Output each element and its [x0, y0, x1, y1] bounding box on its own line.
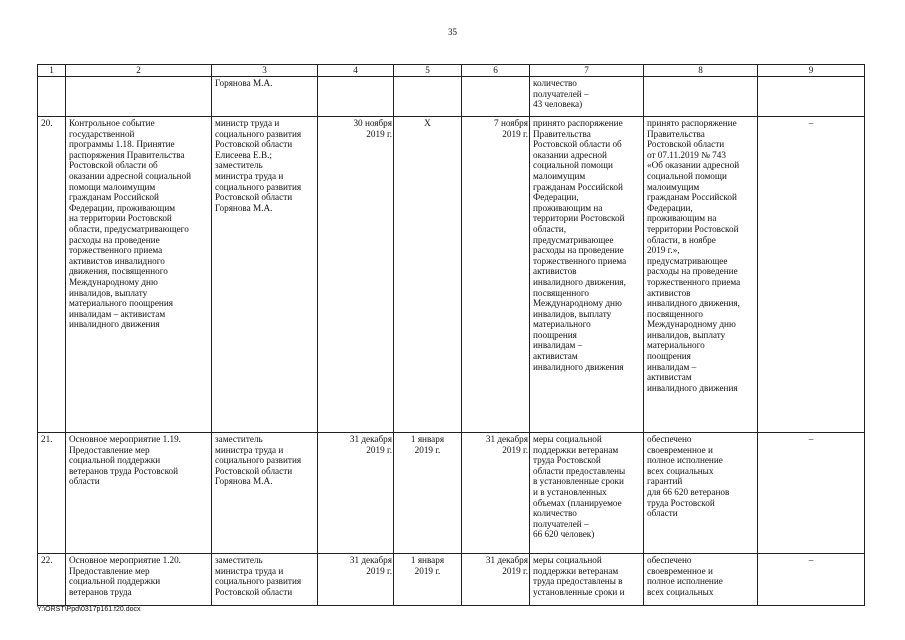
table-row [38, 77, 865, 117]
planned-date: 31 декабря 2019 г. [318, 554, 394, 606]
row-number [38, 77, 66, 117]
expected-result: меры социальной поддержки ветеранам труда предоставлены в установленные сроки и [530, 554, 644, 606]
expected-result: меры социальной поддержки ветеранам труда Ростовской области предоставлены в установленные сроки и в установленных объемах (планируемое количество получателей – 66 620 человек) [530, 433, 644, 554]
col-header: 6 [462, 65, 530, 77]
event-name: Контрольное событие государственной программы 1.18. Принятие распоряжения Правительства Ростовской области об оказании адресной социальной помощи малоимущим гражданам Российской Федерации, проживающим на территории Ростовской области, предусматривающего расходы на проведение торжественного приема активистов инвалидного движения, посвященного Международному дню инвалидов, выплату материального поощрения инвалидам – активистам инвалидного движения [66, 117, 212, 433]
responsible: Горянова М.А. [212, 77, 318, 117]
col-header: 1 [38, 65, 66, 77]
start-date: 1 января 2019 г. [394, 433, 462, 554]
table-header-row [38, 65, 865, 77]
col-header: 8 [644, 65, 758, 77]
expected-result: количество получателей – 43 человека) [530, 77, 644, 117]
col-header: 5 [394, 65, 462, 77]
actual-result: обеспечено своевременное и полное исполнение всех социальных [644, 554, 758, 606]
row-number: 22. [38, 554, 66, 606]
planned-date: 30 ноября 2019 г. [318, 117, 394, 433]
row-number: 21. [38, 433, 66, 554]
report-table [37, 64, 865, 606]
row-number: 20. [38, 117, 66, 433]
actual-result: обеспечено своевременное и полное исполнение всех социальных гарантий для 66 620 ветеранов труда Ростовской области [644, 433, 758, 554]
actual-date: 7 ноября 2019 г. [462, 117, 530, 433]
note: – [758, 433, 865, 554]
start-date [394, 77, 462, 117]
actual-date [462, 77, 530, 117]
planned-date: 31 декабря 2019 г. [318, 433, 394, 554]
start-date: 1 января 2019 г. [394, 554, 462, 606]
responsible: заместитель министра труда и социального развития Ростовской области Горянова М.А. [212, 433, 318, 554]
expected-result: принято распоряжение Правительства Ростовской области об оказании адресной социальной помощи малоимущим гражданам Российской Федерации, проживающим на территории Ростовской области, предусматривающее расходы на проведение торжественного приема активистов инвалидного движения, посвященного Международному дню инвалидов, выплату материального поощрения инвалидам – активистам инвалидного движения [530, 117, 644, 433]
note [758, 77, 865, 117]
responsible: заместитель министра труда и социального развития Ростовской области [212, 554, 318, 606]
planned-date [318, 77, 394, 117]
col-header: 9 [758, 65, 865, 77]
actual-result [644, 77, 758, 117]
page-number: 35 [448, 27, 457, 37]
col-header: 2 [66, 65, 212, 77]
table-row [38, 554, 865, 606]
table-row [38, 117, 865, 433]
note: – [758, 117, 865, 433]
event-name: Основное мероприятие 1.19. Предоставление мер социальной поддержки ветеранов труда Ростовской области [66, 433, 212, 554]
actual-date: 31 декабря 2019 г. [462, 433, 530, 554]
file-path-footer: Y:\ORST\Ppd\0317p161.f20.docx [37, 606, 141, 613]
note: – [758, 554, 865, 606]
responsible: министр труда и социального развития Ростовской области Елисеева Е.В.; заместитель министра труда и социального развития Ростовской области Горянова М.А. [212, 117, 318, 433]
col-header: 7 [530, 65, 644, 77]
start-date: X [394, 117, 462, 433]
col-header: 4 [318, 65, 394, 77]
event-name [66, 77, 212, 117]
table-row [38, 433, 865, 554]
event-name: Основное мероприятие 1.20. Предоставление мер социальной поддержки ветеранов труда [66, 554, 212, 606]
actual-date: 31 декабря 2019 г. [462, 554, 530, 606]
col-header: 3 [212, 65, 318, 77]
actual-result: принято распоряжение Правительства Ростовской области от 07.11.2019 № 743 «Об оказании адресной социальной помощи малоимущим гражданам Российской Федерации, проживающим на территории Ростовской области, в ноябре 2019 г.», предусматривающее расходы на проведение торжественного приема активистов инвалидного движения, посвященного Международному дню инвалидов, выплату материального поощрения инвалидам – активистам инвалидного движения [644, 117, 758, 433]
